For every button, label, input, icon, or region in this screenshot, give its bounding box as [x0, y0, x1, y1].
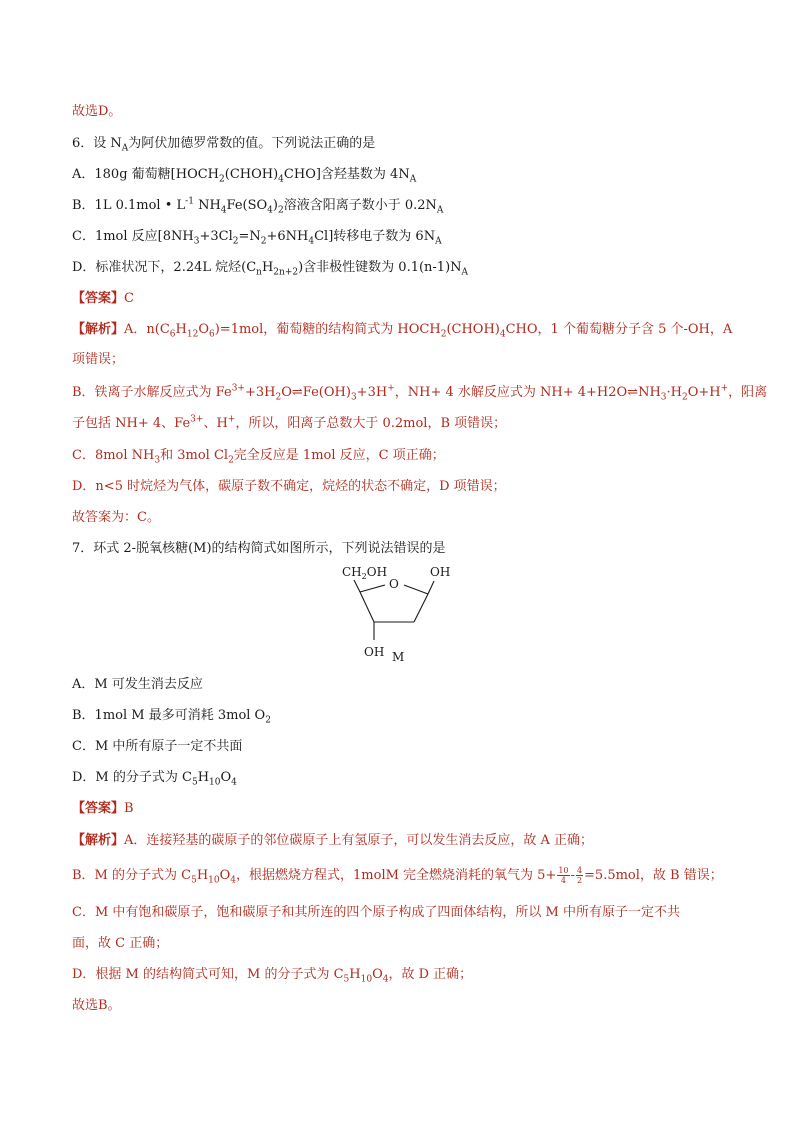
- q6-analysis-line-4: 子包括 NH+ 4、$Fe^{3+}$、H+，所以，阳离子总数大于 0.2mol，B 项错误；: [72, 414, 507, 431]
- q7-analysis-line-1: 【解析】A．连接羟基的碳原子的邻位碳原子上有氢原子，可以发生消去反应，故 A 正确；: [72, 833, 594, 848]
- q7-answer: 【答案】B: [72, 801, 134, 816]
- q7-analysis-line-5: D．根据 M 的结构简式可知，M 的分子式为 $C_5H_{10}O_4$，故 D 正确；: [72, 967, 473, 985]
- q6-option-b: B．1L 0.1mol • $L^{-1}$ $NH_4Fe(SO_4)_2$溶液含阳离子数小于 $0.2N_A$: [72, 196, 444, 216]
- q7-analysis-line-3: C．M 中有饱和碳原子，饱和碳原子和其所连的四个原子构成了四面体结构，所以 M 中所有原子一定不共: [72, 905, 680, 920]
- q6-answer: 【答案】C: [72, 291, 134, 306]
- q7-analysis-line-4: 面，故 C 正确；: [72, 936, 169, 951]
- fraction-10-over-4: $\frac{10}{4}$: [558, 866, 569, 885]
- q6-stem: 6．设 $N_A$为阿伏加德罗常数的值。下列说法正确的是: [72, 136, 376, 154]
- q5-conclusion: 故选D。: [72, 104, 122, 119]
- q7-option-c: C．M 中所有原子一定不共面: [72, 739, 243, 754]
- oh-bottom-label: OH: [364, 645, 385, 659]
- q6-analysis-line-7: 故答案为：C。: [72, 510, 160, 525]
- q6-analysis-line-5: C．8mol $NH_3$和 3mol $Cl_2$完全反应是 1mol 反应，C 项正确；: [72, 448, 445, 466]
- molecule-m-label: M: [392, 650, 405, 664]
- oh-right-label: OH: [430, 565, 451, 579]
- q7-option-b: B．1mol M 最多可消耗 3mol $O_2$: [72, 708, 271, 726]
- q6-analysis-line-2: 项错误；: [72, 352, 125, 367]
- q6-option-d: D．标准状况下，2.24L 烷烃$(C_nH_{2n+2})$含非极性键数为 $0.1(n-1)N_A$: [72, 260, 469, 278]
- ch2oh-label: $CH_2OH$: [342, 565, 388, 581]
- fraction-4-over-2: $\frac{4}{2}$: [576, 866, 583, 885]
- q6-option-c: C．1mol 反应$[8NH_3+3Cl_2=N_2+6NH_4Cl]$转移电子数为 $6N_A$: [72, 229, 442, 247]
- ring-oxygen-label: O: [389, 577, 399, 591]
- q6-analysis-line-1: 【解析】A．$n(C_6H_{12}O_6)=1mol$，葡萄糖的结构简式为 $HOCH_2(CHOH)_4CHO$，1 个葡萄糖分子含 5 个-OH，A: [72, 322, 733, 340]
- q7-stem: 7．环式 2-脱氧核糖(M)的结构简式如图所示，下列说法错误的是: [72, 541, 446, 556]
- deoxyribose-structure: [330, 560, 470, 670]
- q6-analysis-line-3: B．铁离子水解反应式为 $Fe^{3+}+3H_2O\rightleftharpoons Fe(OH)_3+3H^+$，NH+ 4 水解反应式为 $NH+ 4+H2O\rightleftharpoons NH_3\cdot H_2O+H^+$，阳离: [72, 383, 768, 403]
- q7-option-a: A．M 可发生消去反应: [72, 677, 203, 692]
- q6-analysis-line-6: D．n<5 时烷烃为气体，碳原子数不确定，烷烃的状态不确定，D 项错误；: [72, 479, 506, 494]
- q6-option-a: A．180g 葡萄糖$[HOCH_2(CHOH)_4CHO]$含羟基数为 $4N_A$: [72, 167, 417, 185]
- q7-option-d: D．M 的分子式为 $C_5H_{10}O_4$: [72, 770, 237, 788]
- q7-analysis-line-2: B．M 的分子式为 $C_5H_{10}O_4$，根据燃烧方程式，1molM 完全燃烧消耗的氧气为 5+ $\frac{10}{4}$ - $\frac{4}{2}$ =5.5mol，故 B 错误；: [72, 866, 723, 886]
- q7-analysis-line-6: 故选B。: [72, 998, 121, 1013]
